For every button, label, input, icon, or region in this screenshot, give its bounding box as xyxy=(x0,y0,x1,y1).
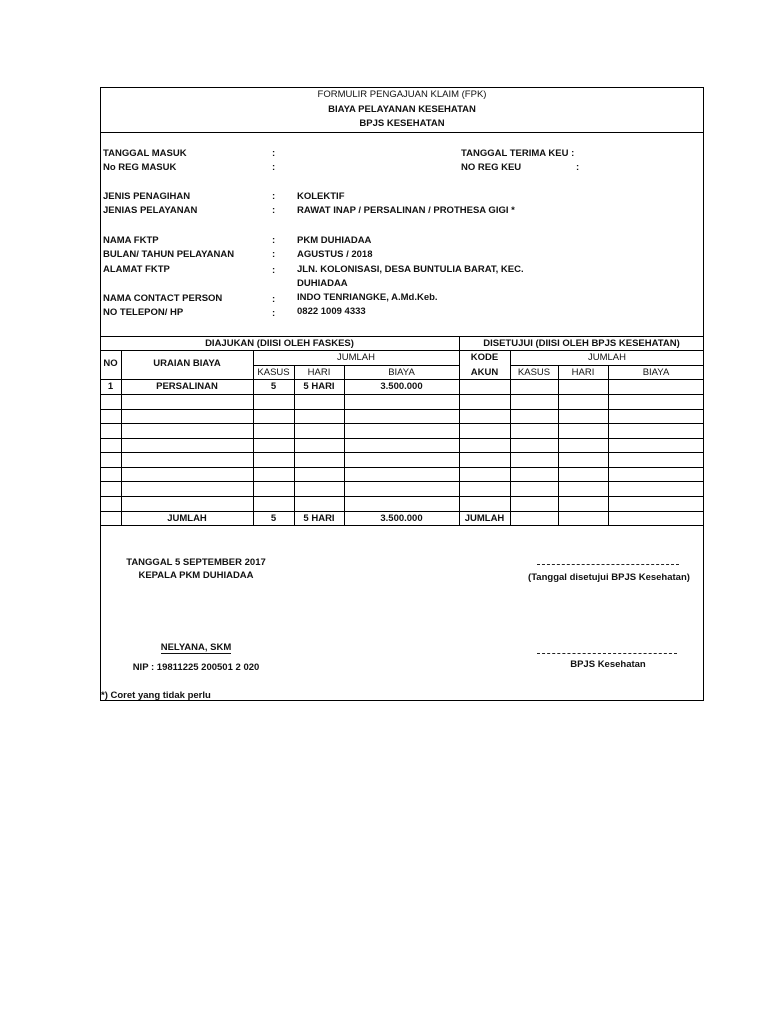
colon: : xyxy=(272,265,276,276)
no-reg-keu-label: NO REG KEU xyxy=(461,162,522,173)
header-divider xyxy=(100,132,704,133)
table-line xyxy=(100,525,704,526)
no-header: NO xyxy=(103,358,118,369)
table-line xyxy=(100,409,704,410)
table-col-line xyxy=(459,336,460,525)
signature-name-text: NELYANA, SKM xyxy=(160,642,232,653)
biaya-header-bpjs: BIAYA xyxy=(642,367,670,378)
total-akun-label: JUMLAH xyxy=(464,513,505,524)
colon: : xyxy=(272,294,276,305)
row-no: 1 xyxy=(107,381,114,392)
telepon-label: NO TELEPON/ HP xyxy=(103,307,184,318)
total-hari: 5 HARI xyxy=(303,513,335,524)
akun-header: AKUN xyxy=(470,367,499,378)
table-line xyxy=(100,467,704,468)
tanggal-masuk-label: TANGGAL MASUK xyxy=(103,148,187,159)
nama-fktp-label: NAMA FKTP xyxy=(103,235,159,246)
colon: : xyxy=(272,148,276,159)
table-line xyxy=(100,452,704,453)
contact-value: INDO TENRIANGKE, A.Md.Keb. xyxy=(297,292,438,303)
colon: : xyxy=(576,162,580,173)
total-label: JUMLAH xyxy=(167,513,207,524)
form-org: BPJS KESEHATAN xyxy=(359,118,445,129)
approval-org: BPJS Kesehatan xyxy=(570,659,646,670)
table-col-line xyxy=(558,365,559,525)
hari-header-bpjs: HARI xyxy=(571,367,595,378)
signature-nip: NIP : 19811225 200501 2 020 xyxy=(132,662,260,673)
table-top-line xyxy=(100,336,704,337)
form-title: FORMULIR PENGAJUAN KLAIM (FPK) xyxy=(317,89,487,100)
colon: : xyxy=(272,235,276,246)
colon: : xyxy=(272,191,276,202)
uraian-header: URAIAN BIAYA xyxy=(153,358,221,369)
table-line xyxy=(100,394,704,395)
kasus-header: KASUS xyxy=(257,367,290,378)
row-uraian: PERSALINAN xyxy=(156,381,218,392)
footnote: *) Coret yang tidak perlu xyxy=(101,690,211,701)
colon: : xyxy=(272,162,276,173)
jenias-pelayanan-label: JENIAS PELAYANAN xyxy=(103,205,198,216)
table-line xyxy=(100,496,704,497)
jenias-pelayanan-value: RAWAT INAP / PERSALINAN / PROTHESA GIGI * xyxy=(297,205,515,216)
table-line xyxy=(100,350,704,351)
kasus-header-bpjs: KASUS xyxy=(517,367,551,378)
row-biaya: 3.500.000 xyxy=(380,381,423,392)
alamat-value-1: JLN. KOLONISASI, DESA BUNTULIA BARAT, KEC. xyxy=(297,264,524,275)
approval-date-line xyxy=(537,564,679,565)
table-line xyxy=(510,365,704,366)
form-subtitle: BIAYA PELAYANAN KESEHATAN xyxy=(328,104,476,115)
jumlah-header: JUMLAH xyxy=(336,352,375,363)
telepon-value: 0822 1009 4333 xyxy=(297,306,366,317)
table-col-line xyxy=(121,350,122,525)
alamat-label: ALAMAT FKTP xyxy=(103,264,170,275)
kode-header: KODE xyxy=(470,352,499,363)
signature-date: TANGGAL 5 SEPTEMBER 2017 xyxy=(126,557,266,568)
biaya-header: BIAYA xyxy=(388,367,415,378)
diajukan-header: DIAJUKAN (DIISI OLEH FASKES) xyxy=(205,338,354,349)
signature-title: KEPALA PKM DUHIADAA xyxy=(138,570,254,581)
bulan-value: AGUSTUS / 2018 xyxy=(297,249,373,260)
table-line xyxy=(100,438,704,439)
approval-sign-line xyxy=(537,653,677,654)
table-line xyxy=(100,511,704,512)
jumlah-header-bpjs: JUMLAH xyxy=(587,352,626,363)
table-col-line xyxy=(608,365,609,525)
row-kasus: 5 xyxy=(270,381,277,392)
nama-fktp-value: PKM DUHIADAA xyxy=(297,235,372,246)
alamat-value-2: DUHIADAA xyxy=(297,278,348,289)
colon: : xyxy=(272,205,276,216)
table-line xyxy=(253,365,459,366)
hari-header: HARI xyxy=(307,367,331,378)
row-hari: 5 HARI xyxy=(303,381,335,392)
colon: : xyxy=(272,249,276,260)
table-line xyxy=(100,481,704,482)
no-reg-masuk-label: No REG MASUK xyxy=(103,162,177,173)
approval-date-label: (Tanggal disetujui BPJS Kesehatan) xyxy=(528,572,690,583)
total-biaya: 3.500.000 xyxy=(380,513,423,524)
jenis-penagihan-value: KOLEKTIF xyxy=(297,191,345,202)
bulan-label: BULAN/ TAHUN PELAYANAN xyxy=(103,249,235,260)
tanggal-terima-label: TANGGAL TERIMA KEU : xyxy=(461,148,575,159)
table-line xyxy=(100,379,704,380)
table-line xyxy=(100,423,704,424)
disetujui-header: DISETUJUI (DIISI OLEH BPJS KESEHATAN) xyxy=(483,338,680,349)
jenis-penagihan-label: JENIS PENAGIHAN xyxy=(103,191,191,202)
contact-label: NAMA CONTACT PERSON xyxy=(103,293,223,304)
total-kasus: 5 xyxy=(270,513,277,524)
colon: : xyxy=(272,308,276,319)
signature-name xyxy=(100,642,292,654)
